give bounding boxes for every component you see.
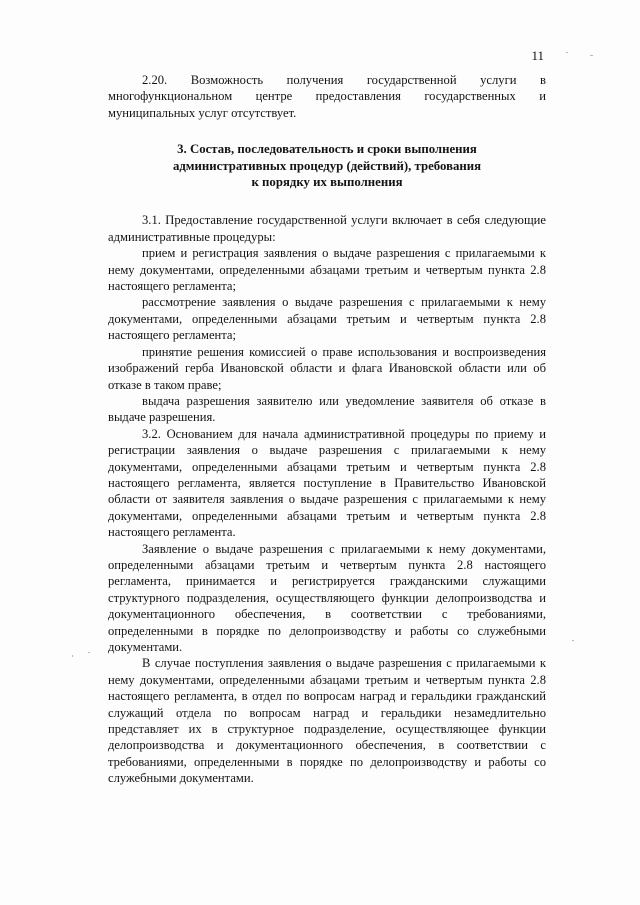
- document-body: [108, 72, 546, 787]
- procedure-item: выдача разрешения заявителю или уведомление заявителя об отказе в выдаче разрешения.: [108, 393, 546, 425]
- scan-speck: [566, 52, 568, 53]
- procedure-item: принятие решения комиссией о праве использования и воспроизведения изображений герба Ивановской области и флага Ивановской области или об отказе в таком праве;: [108, 344, 546, 392]
- section-heading: [108, 141, 546, 190]
- scan-speck: [572, 640, 574, 641]
- procedure-item: рассмотрение заявления о выдаче разрешения с прилагаемыми к нему документами, определенными абзацами третьим и четвертым пункта 2.8 настоящего регламента;: [108, 295, 546, 343]
- section-heading-line: административных процедур (действий), требования: [172, 158, 482, 173]
- paragraph-department-receipt: В случае поступления заявления о выдаче разрешения с прилагаемыми к нему документами, определенными абзацами третьим и четвертым пункта 2.8 настоящего регламента, в отдел по вопросам наград и геральдики гражданский служащий отдела по вопросам наград и геральдики незамедлительно представляет их в структурное подразделение, осуществляющее функции делопроизводства и документационного обеспечения, в соответствии с требованиями, определенными в порядке по делопроизводству и работы со служебными документами.: [108, 656, 546, 786]
- section-heading-line: к порядку их выполнения: [251, 175, 403, 190]
- scan-speck: [88, 652, 90, 653]
- scan-speck: [72, 655, 73, 657]
- procedure-item: прием и регистрация заявления о выдаче разрешения с прилагаемыми к нему документами, определенными абзацами третьим и четвертым пункта 2.8 настоящего регламента;: [108, 246, 546, 294]
- page-number: 11: [531, 48, 544, 63]
- paragraph-application-registration: Заявление о выдаче разрешения с прилагаемыми к нему документами, определенными абзацами третьим и четвертым пункта 2.8 настоящего регламента, принимается и регистрируется гражданскими служащими структурного подразделения, осуществляющего функции делопроизводства и документационного обеспечения, в соответствии с требованиями, определенными в порядке по делопроизводству и работы со служебными документами.: [108, 541, 546, 654]
- section-heading-line: 3. Состав, последовательность и сроки выполнения: [177, 142, 477, 157]
- scan-speck: [590, 55, 593, 56]
- paragraph-3-2: 3.2. Основанием для начала административной процедуры по приему и регистрации заявления о выдаче разрешения с прилагаемыми к нему документами, определенными абзацами третьим и четвертым пункта 2.8 настоящего регламента, является поступление в Правительство Ивановской области от заявителя заявления о выдаче разрешения с прилагаемыми к нему документами, определенными абзацами третьим и четвертым пункта 2.8 настоящего регламента.: [108, 426, 546, 540]
- paragraph-2-20: 2.20. Возможность получения государственной услуги в многофункциональном центре предоставления государственных и муниципальных услуг отсутствует.: [108, 73, 546, 120]
- paragraph-3-1: 3.1. Предоставление государственной услуги включает в себя следующие административные процедуры:: [108, 213, 546, 244]
